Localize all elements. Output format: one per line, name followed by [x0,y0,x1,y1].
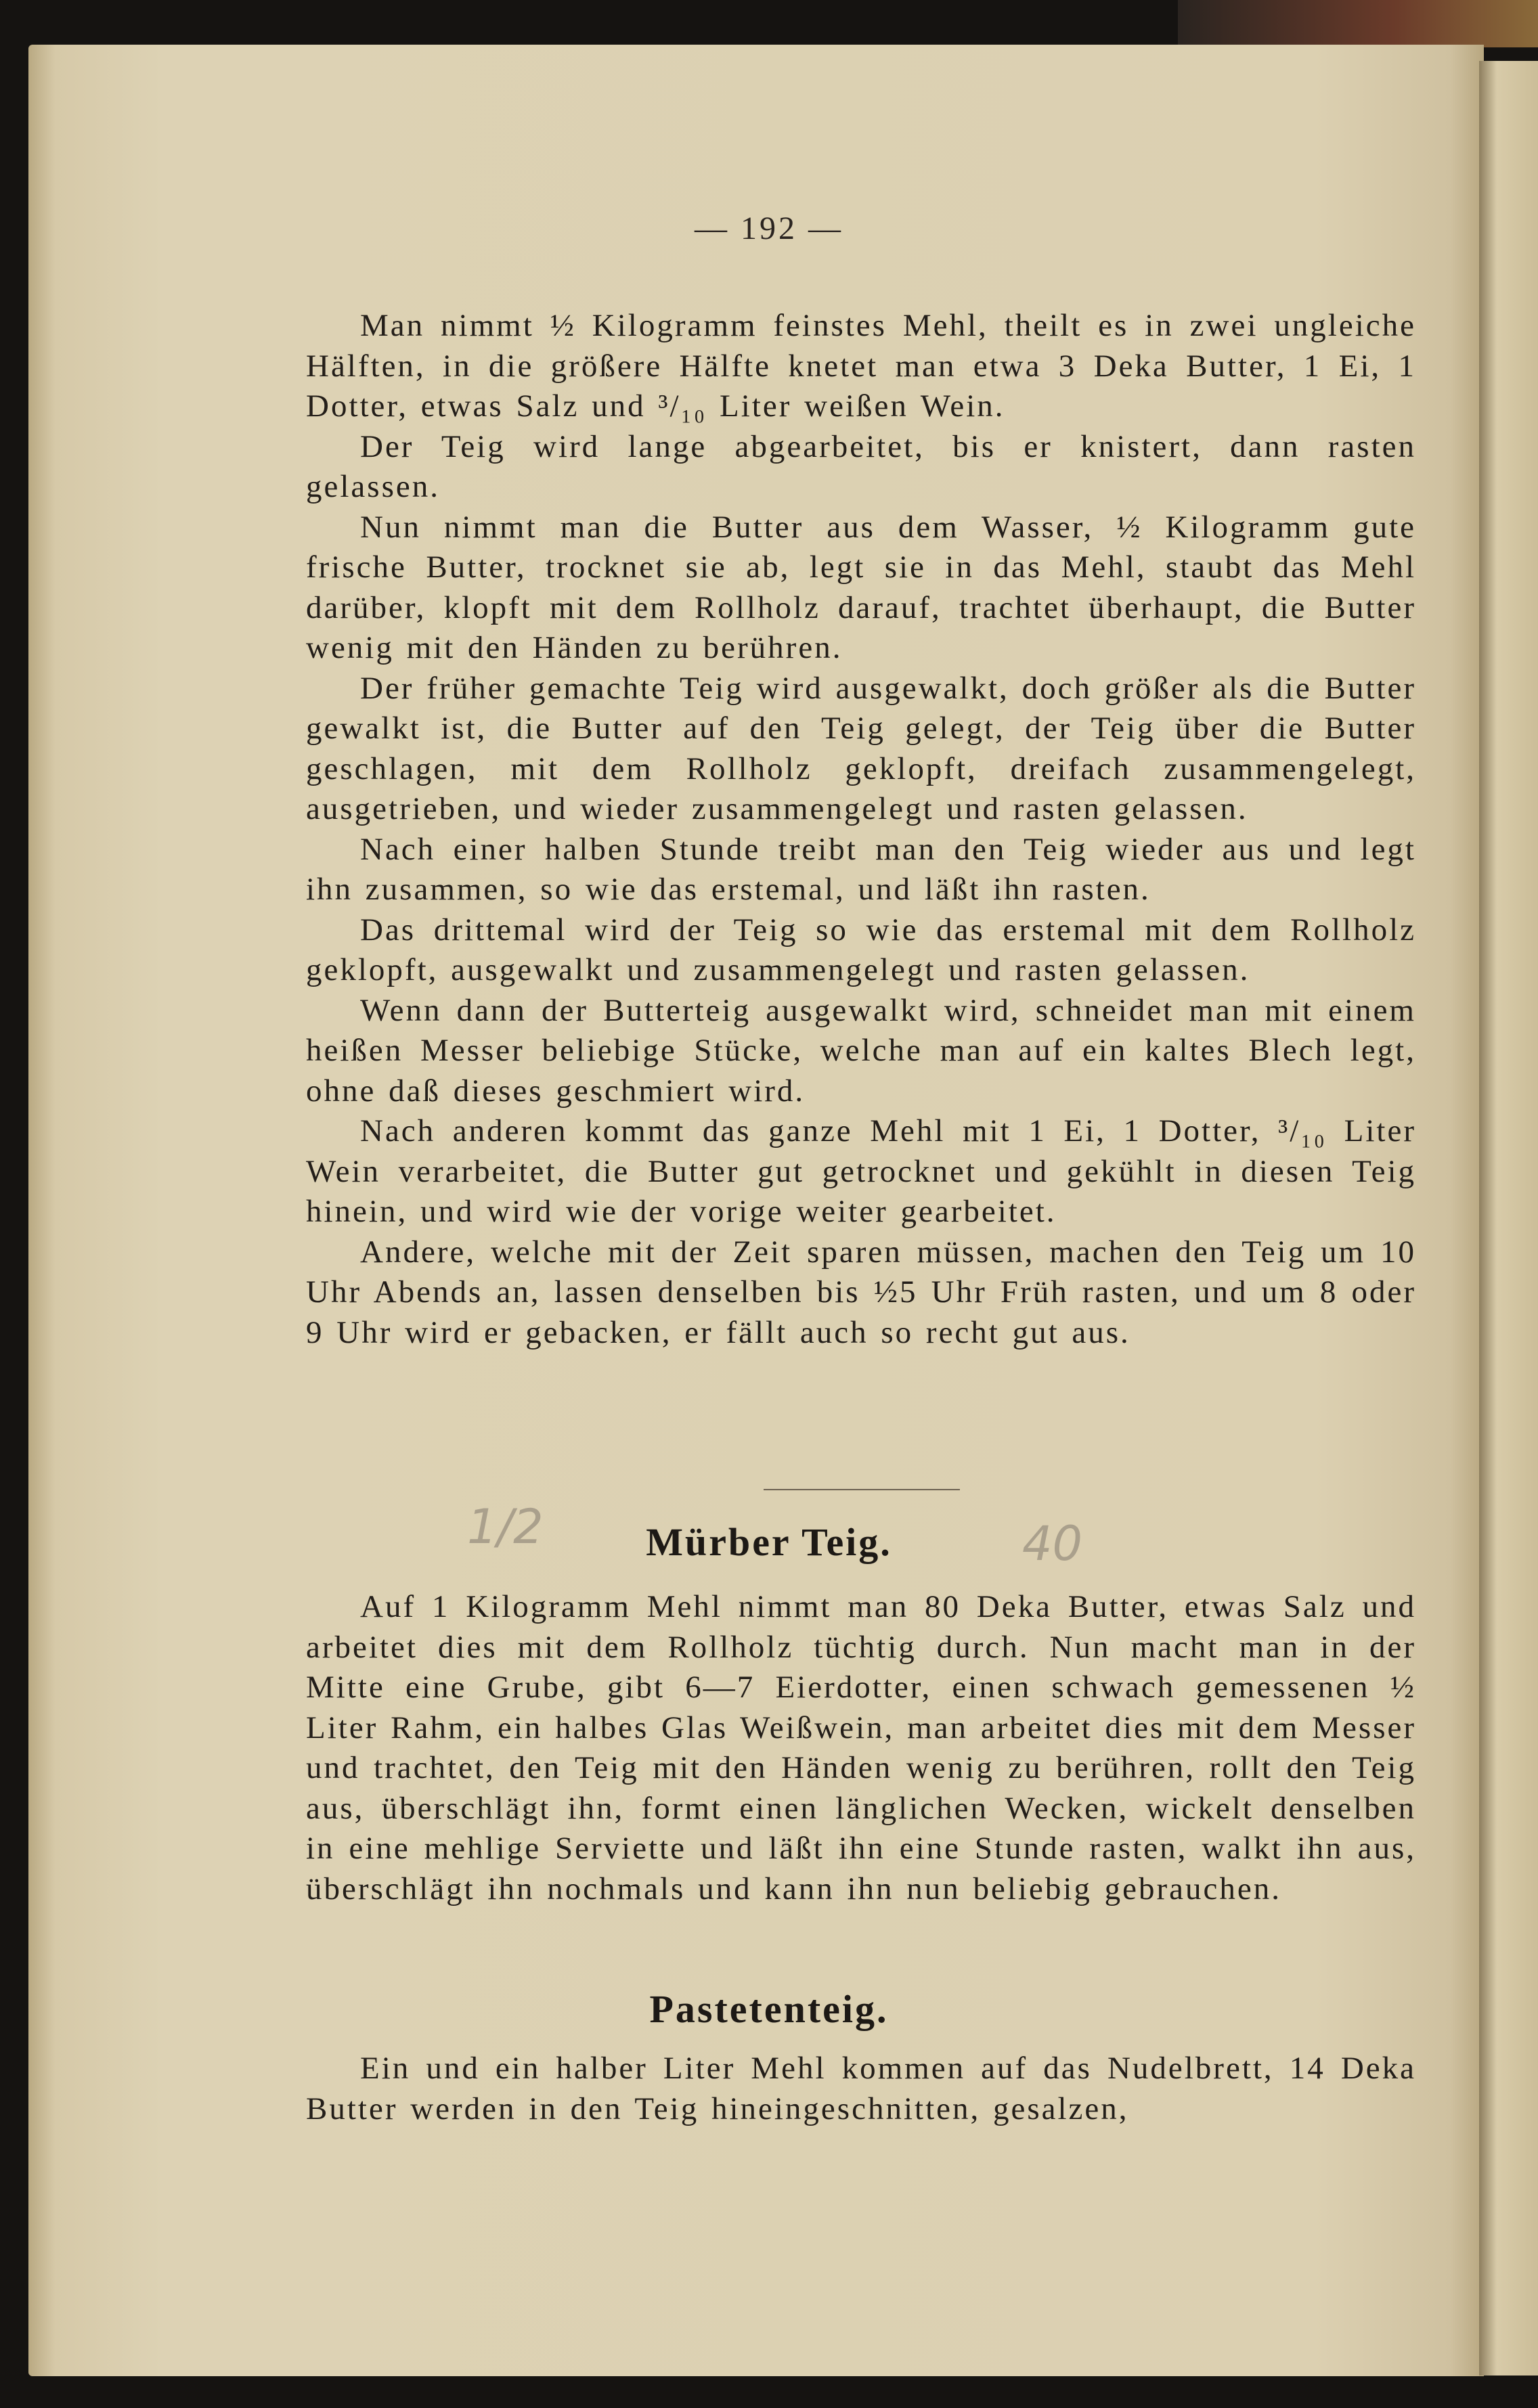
book-spine-strip [1178,0,1538,47]
paragraph: Andere, welche mit der Zeit sparen müssen, machen den Teig um 10 Uhr Abends an, lassen denselben bis ½5 Uhr Früh rasten, und um 8 oder 9 Uhr wird er gebacken, er fällt auch so recht gut aus. [306,1234,1416,1350]
paragraph: Nach einer halben Stunde treibt man den Teig wieder aus und legt ihn zusammen, so wie das erstemal, und läßt ihn rasten. [306,831,1416,907]
heading-pastetenteig: Pastetenteig. [649,1987,889,2031]
paragraph: Man nimmt ½ Kilogramm feinstes Mehl, theilt es in zwei ungleiche Hälften, in die größere Hälfte knetet man etwa 3 Deka Butter, 1 Ei, 1 Dotter, etwas Salz und ³/₁₀ Liter weißen Wein. [306,308,1416,424]
paragraph: Der Teig wird lange abgearbeitet, bis er knistert, dann rasten gelassen. [306,428,1416,504]
section-muerber-teig [306,1587,1416,1909]
paragraph: Ein und ein halber Liter Mehl kommen auf das Nudelbrett, 14 Deka Butter werden in den Teig hineingeschnitten, gesalzen, [306,2051,1416,2126]
section-divider [764,1489,960,1490]
paragraph: Wenn dann der Butterteig ausgewalkt wird, schneidet man mit einem heißen Messer beliebige Stücke, welche man auf ein kaltes Blech legt, ohne daß dieses geschmiert wird. [306,992,1416,1109]
pencil-note: 1/2 [467,1499,544,1555]
page-number: — 192 — [695,210,843,246]
heading-muerber-teig: Mürber Teig. [646,1520,892,1564]
paragraph: Auf 1 Kilogramm Mehl nimmt man 80 Deka Butter, etwas Salz und arbeitet dies mit dem Rollholz tüchtig durch. Nun macht man in der Mitte eine Grube, gibt 6—7 Eierdotter, einen schwach gemessenen ½ Liter Rahm, ein halbes Glas Weißwein, man arbeitet dies mit dem Messer und trachtet, den Teig mit den Händen wenig zu berühren, rollt den Teig aus, überschlägt ihn, formt einen länglichen Wecken, wickelt denselben in eine mehlige Serviette und läßt ihn eine Stunde rasten, walkt ihn aus, überschlägt ihn nochmals und kann ihn nun beliebig gebrauchen. [306,1589,1416,1907]
paragraph: Das drittemal wird der Teig so wie das erstemal mit dem Rollholz geklopft, ausgewalkt und zusammengelegt und rasten gelassen. [306,912,1416,987]
section-butterteig [306,306,1416,1353]
paragraph: Nun nimmt man die Butter aus dem Wasser, ½ Kilogramm gute frische Butter, trocknet sie ab, legt sie in das Mehl, staubt das Mehl darüber, klopft mit dem Rollholz darauf, trachtet überhaupt, die Butter wenig mit den Händen zu berühren. [306,509,1416,665]
section-pastetenteig [306,2049,1416,2129]
paragraph: Nach anderen kommt das ganze Mehl mit 1 Ei, 1 Dotter, ³/₁₀ Liter Wein verarbeitet, die Butter gut getrocknet und gekühlt in diesen Teig hinein, und wird wie der vorige weiter gearbeitet. [306,1113,1416,1229]
paragraph: Der früher gemachte Teig wird ausgewalkt, doch größer als die Butter gewalkt ist, die Butter auf den Teig gelegt, der Teig über die Butter geschlagen, mit dem Rollholz geklopft, dreifach zusammengelegt, ausgetrieben, und wieder zusammengelegt und rasten gelassen. [306,670,1416,826]
pencil-note: 40 [1022,1516,1083,1571]
